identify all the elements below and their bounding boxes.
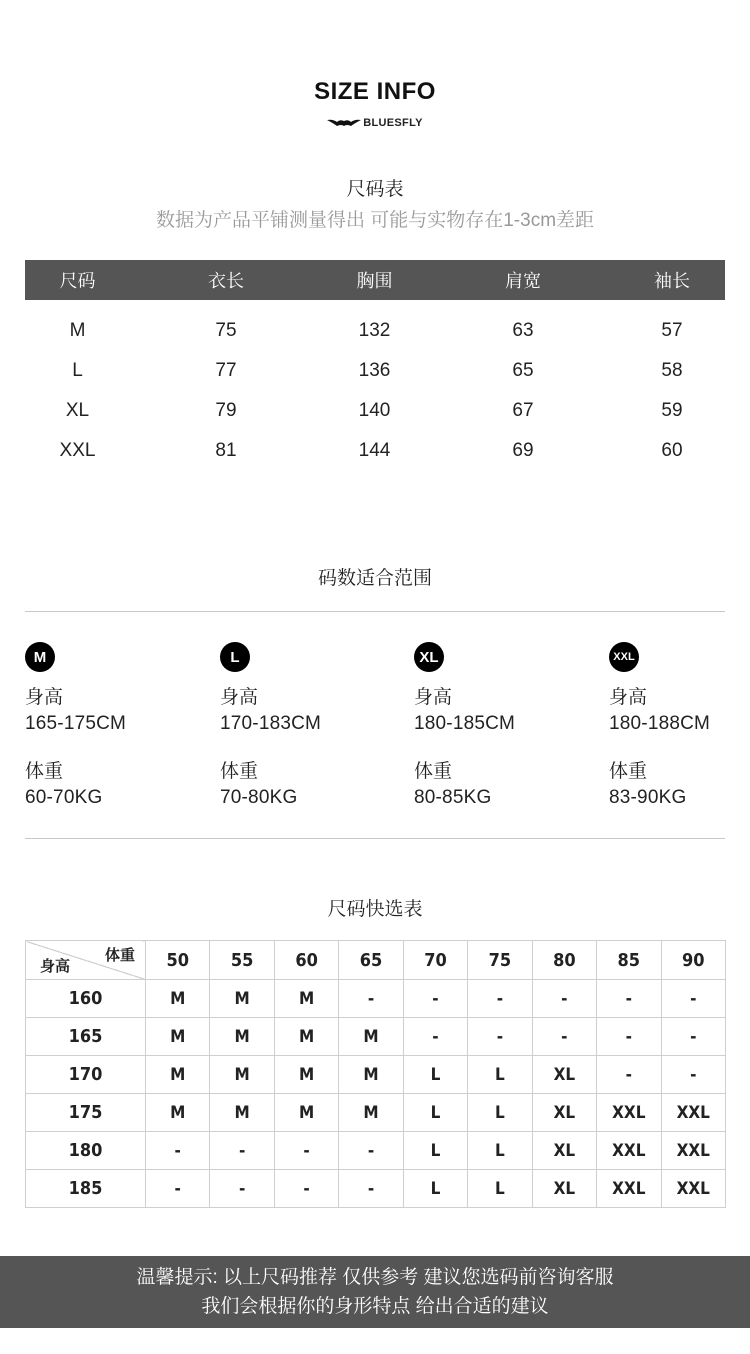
size-cell: M (210, 1056, 274, 1094)
height-range: 180-188CM (609, 713, 711, 734)
column-header: 尺码 (59, 271, 96, 291)
weight-range: 80-85KG (414, 787, 492, 808)
size-cell: M (146, 980, 210, 1018)
page-title: SIZE INFO (314, 78, 436, 105)
size-cell: XL (532, 1056, 596, 1094)
weight-header-cell: 65 (339, 941, 403, 980)
table-cell: 57 (661, 320, 683, 341)
weight-header-cell: 50 (146, 941, 210, 980)
weight-label: 体重 (25, 761, 64, 782)
size-cell: XXL (597, 1132, 661, 1170)
size-cell: M (146, 1094, 210, 1132)
table-row (25, 311, 725, 351)
size-cell: XL (532, 1132, 596, 1170)
fit-range-item (220, 642, 400, 811)
quick-select-table (25, 940, 726, 1208)
table-cell: 69 (512, 440, 534, 461)
weight-range: 83-90KG (609, 787, 687, 808)
column-header: 衣长 (208, 271, 244, 291)
weight-header-cell: 60 (274, 941, 338, 980)
size-cell: XL (532, 1094, 596, 1132)
size-cell: - (339, 980, 403, 1018)
height-label: 身高 (25, 687, 64, 708)
table-row (25, 391, 725, 431)
corner-height-label: 身高 (40, 957, 71, 975)
table-cell: 75 (215, 320, 237, 341)
size-cell: M (274, 1094, 338, 1132)
size-cell: - (532, 1018, 596, 1056)
size-cell: XXL (661, 1170, 726, 1208)
divider (25, 838, 725, 839)
size-cell: - (661, 1056, 726, 1094)
weight-label: 体重 (220, 761, 259, 782)
size-cell: L (468, 1094, 532, 1132)
table-cell: 132 (358, 320, 391, 341)
weight-header-cell: 80 (532, 941, 596, 980)
table-cell: 136 (358, 360, 391, 381)
size-cell: - (468, 1018, 532, 1056)
table-row (25, 431, 725, 471)
wings-logo-icon (327, 118, 361, 128)
size-badge: L (220, 642, 250, 672)
size-chart-title: 尺码表 (346, 179, 404, 200)
table-cell: 77 (215, 360, 237, 381)
size-cell: M (210, 1094, 274, 1132)
size-cell: L (403, 1170, 467, 1208)
corner-weight-label: 体重 (104, 946, 135, 964)
fit-range-item (25, 642, 205, 811)
column-header: 袖长 (654, 271, 690, 291)
size-cell: M (146, 1056, 210, 1094)
weight-range: 60-70KG (25, 787, 103, 808)
weight-label: 体重 (414, 761, 453, 782)
table-cell: 67 (512, 400, 534, 421)
weight-range: 70-80KG (220, 787, 298, 808)
footer-line-1: 温馨提示: 以上尺码推荐 仅供参考 建议您选码前咨询客服 (136, 1267, 614, 1288)
table-cell: 140 (358, 400, 391, 421)
height-header-cell: 180 (26, 1132, 146, 1170)
size-cell: - (597, 1018, 661, 1056)
size-cell: M (339, 1094, 403, 1132)
size-cell: M (339, 1018, 403, 1056)
weight-header-cell: 55 (210, 941, 274, 980)
table-cell: 144 (358, 440, 391, 461)
weight-label: 体重 (609, 761, 648, 782)
table-cell: 65 (512, 360, 534, 381)
brand-logo (0, 117, 750, 129)
weight-header-cell: 85 (597, 941, 661, 980)
size-cell: XXL (597, 1094, 661, 1132)
size-cell: XL (532, 1170, 596, 1208)
size-cell: L (403, 1132, 467, 1170)
weight-header-cell: 75 (468, 941, 532, 980)
size-cell: - (597, 980, 661, 1018)
divider (25, 611, 725, 612)
table-row (26, 1132, 726, 1170)
table-cell: 60 (661, 440, 683, 461)
column-header: 胸围 (356, 271, 393, 291)
size-cell: - (339, 1132, 403, 1170)
size-cell: XXL (661, 1094, 726, 1132)
table-row (26, 1056, 726, 1094)
size-chart-header (25, 260, 725, 300)
fit-range-item (414, 642, 594, 811)
size-cell: L (468, 1132, 532, 1170)
brand-name: BLUESFLY (363, 117, 423, 129)
size-cell: XXL (597, 1170, 661, 1208)
size-cell: - (597, 1056, 661, 1094)
table-row (25, 351, 725, 391)
table-row (26, 1094, 726, 1132)
height-header-cell: 165 (26, 1018, 146, 1056)
table-cell: 59 (661, 400, 683, 421)
height-range: 165-175CM (25, 713, 127, 734)
table-row (26, 1170, 726, 1208)
table-cell: XXL (59, 440, 96, 461)
height-label: 身高 (220, 687, 259, 708)
size-cell: - (468, 980, 532, 1018)
size-cell: XXL (661, 1132, 726, 1170)
height-label: 身高 (414, 687, 453, 708)
height-header-cell: 160 (26, 980, 146, 1018)
height-header-cell: 185 (26, 1170, 146, 1208)
size-cell: M (274, 1018, 338, 1056)
height-range: 180-185CM (414, 713, 516, 734)
table-cell: 58 (661, 360, 683, 381)
size-cell: M (146, 1018, 210, 1056)
size-cell: - (661, 1018, 726, 1056)
size-cell: M (210, 1018, 274, 1056)
size-cell: - (403, 1018, 467, 1056)
size-cell: M (274, 980, 338, 1018)
table-row (26, 1018, 726, 1056)
table-row (26, 980, 726, 1018)
size-cell: - (274, 1132, 338, 1170)
size-cell: L (403, 1056, 467, 1094)
height-header-cell: 170 (26, 1056, 146, 1094)
size-cell: L (468, 1170, 532, 1208)
size-cell: - (210, 1132, 274, 1170)
size-chart-subtitle: 数据为产品平铺测量得出 可能与实物存在1-3cm差距 (155, 210, 595, 231)
size-cell: M (339, 1056, 403, 1094)
weight-header-cell: 90 (661, 941, 726, 980)
weight-header-cell: 70 (403, 941, 467, 980)
column-header: 肩宽 (505, 271, 541, 291)
size-cell: - (210, 1170, 274, 1208)
size-cell: L (468, 1056, 532, 1094)
size-cell: M (210, 980, 274, 1018)
height-header-cell: 175 (26, 1094, 146, 1132)
size-badge: XXL (609, 642, 639, 672)
quick-select-title: 尺码快选表 (327, 899, 423, 920)
size-cell: M (274, 1056, 338, 1094)
table-cell: L (72, 360, 83, 381)
footer-notice (0, 1256, 750, 1328)
size-cell: - (146, 1170, 210, 1208)
footer-line-2: 我们会根据你的身形特点 给出合适的建议 (201, 1296, 549, 1317)
size-cell: - (403, 980, 467, 1018)
table-cell: 63 (512, 320, 534, 341)
table-cell: 81 (215, 440, 237, 461)
size-chart-table (25, 260, 725, 471)
size-cell: - (339, 1170, 403, 1208)
size-cell: - (532, 980, 596, 1018)
height-label: 身高 (609, 687, 648, 708)
table-header-row (26, 941, 726, 980)
table-cell: M (69, 320, 86, 341)
size-cell: - (661, 980, 726, 1018)
size-badge: M (25, 642, 55, 672)
height-range: 170-183CM (220, 713, 322, 734)
size-cell: - (146, 1132, 210, 1170)
size-cell: - (274, 1170, 338, 1208)
size-badge: XL (414, 642, 444, 672)
size-cell: L (403, 1094, 467, 1132)
table-cell: 79 (215, 400, 237, 421)
fit-range-item (609, 642, 750, 811)
corner-cell (26, 941, 146, 980)
table-cell: XL (65, 400, 90, 421)
fit-range-title: 码数适合范围 (317, 568, 432, 589)
